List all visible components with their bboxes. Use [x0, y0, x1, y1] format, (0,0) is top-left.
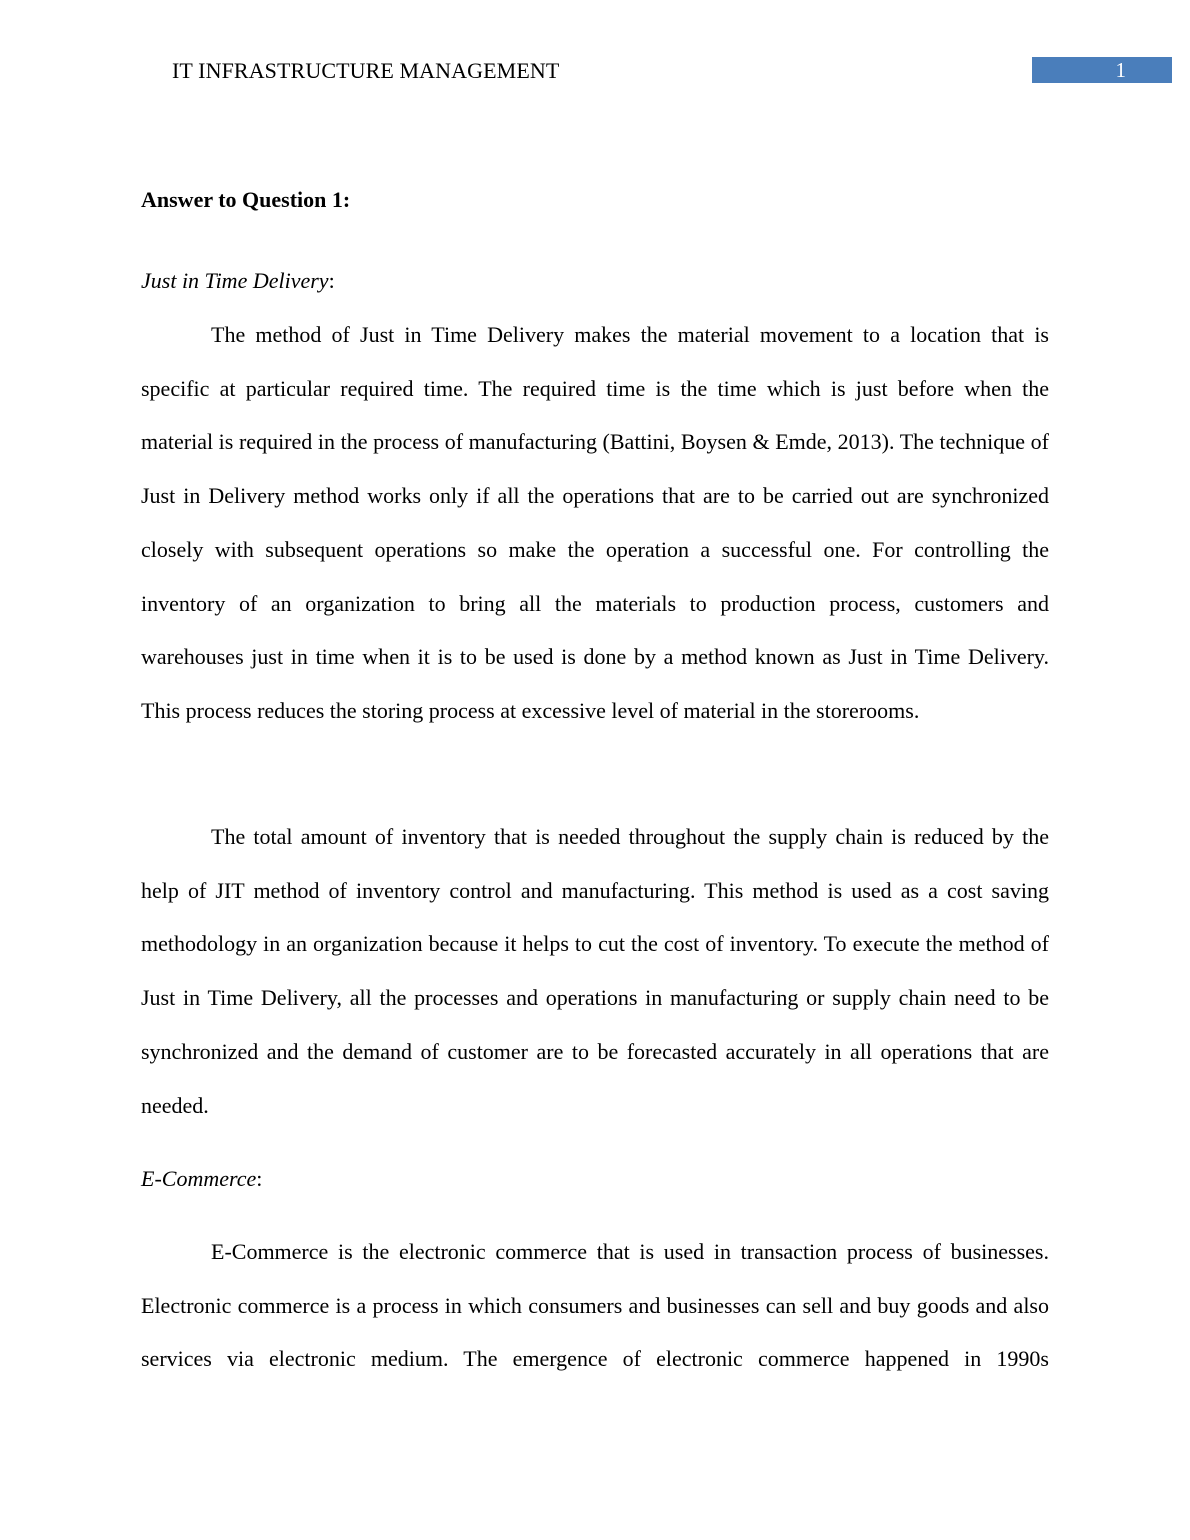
section-heading-jit-colon: :	[328, 268, 335, 293]
page-number: 1	[1115, 58, 1126, 82]
section-heading-jit	[141, 267, 335, 295]
paragraph-jit-2: The total amount of inventory that is needed throughout the supply chain is reduced by the help of JIT method of inventory control and manufacturing. This method is used as a cost saving methodology in an organization because it helps to cut the cost of inventory. To execute the method of Just in Time Delivery, all the processes and operations in manufacturing or supply chain need to be synchronized and the demand of customer are to be forecasted accurately in all operations that are needed.	[141, 824, 1049, 1118]
answer-heading: Answer to Question 1:	[141, 187, 351, 212]
page-number-badge	[1032, 57, 1172, 83]
section-heading-jit-text: Just in Time Delivery	[141, 268, 329, 293]
paragraph-ecommerce-1: E-Commerce is the electronic commerce that is used in transaction process of businesses. Electronic commerce is a process in which consumers and businesses can sell and buy goods and also services via electronic medium. The emergence of electronic commerce happened in 1990s	[141, 1239, 1049, 1372]
section-heading-ecommerce-colon: :	[256, 1166, 263, 1191]
section-heading-ecommerce-text: E-Commerce	[141, 1166, 257, 1191]
paragraph-jit-1: The method of Just in Time Delivery makes the material movement to a location that is specific at particular required time. The required time is the time which is just before when the material is required in the process of manufacturing (Battini, Boysen & Emde, 2013). The technique of Just in Delivery method works only if all the operations that are to be carried out are synchronized closely with subsequent operations so make the operation a successful one. For controlling the inventory of an organization to bring all the materials to production process, customers and warehouses just in time when it is to be used is done by a method known as Just in Time Delivery. This process reduces the storing process at excessive level of material in the storerooms.	[141, 322, 1049, 723]
section-heading-ecommerce	[141, 1165, 262, 1193]
running-header-title: IT INFRASTRUCTURE MANAGEMENT	[172, 58, 560, 83]
